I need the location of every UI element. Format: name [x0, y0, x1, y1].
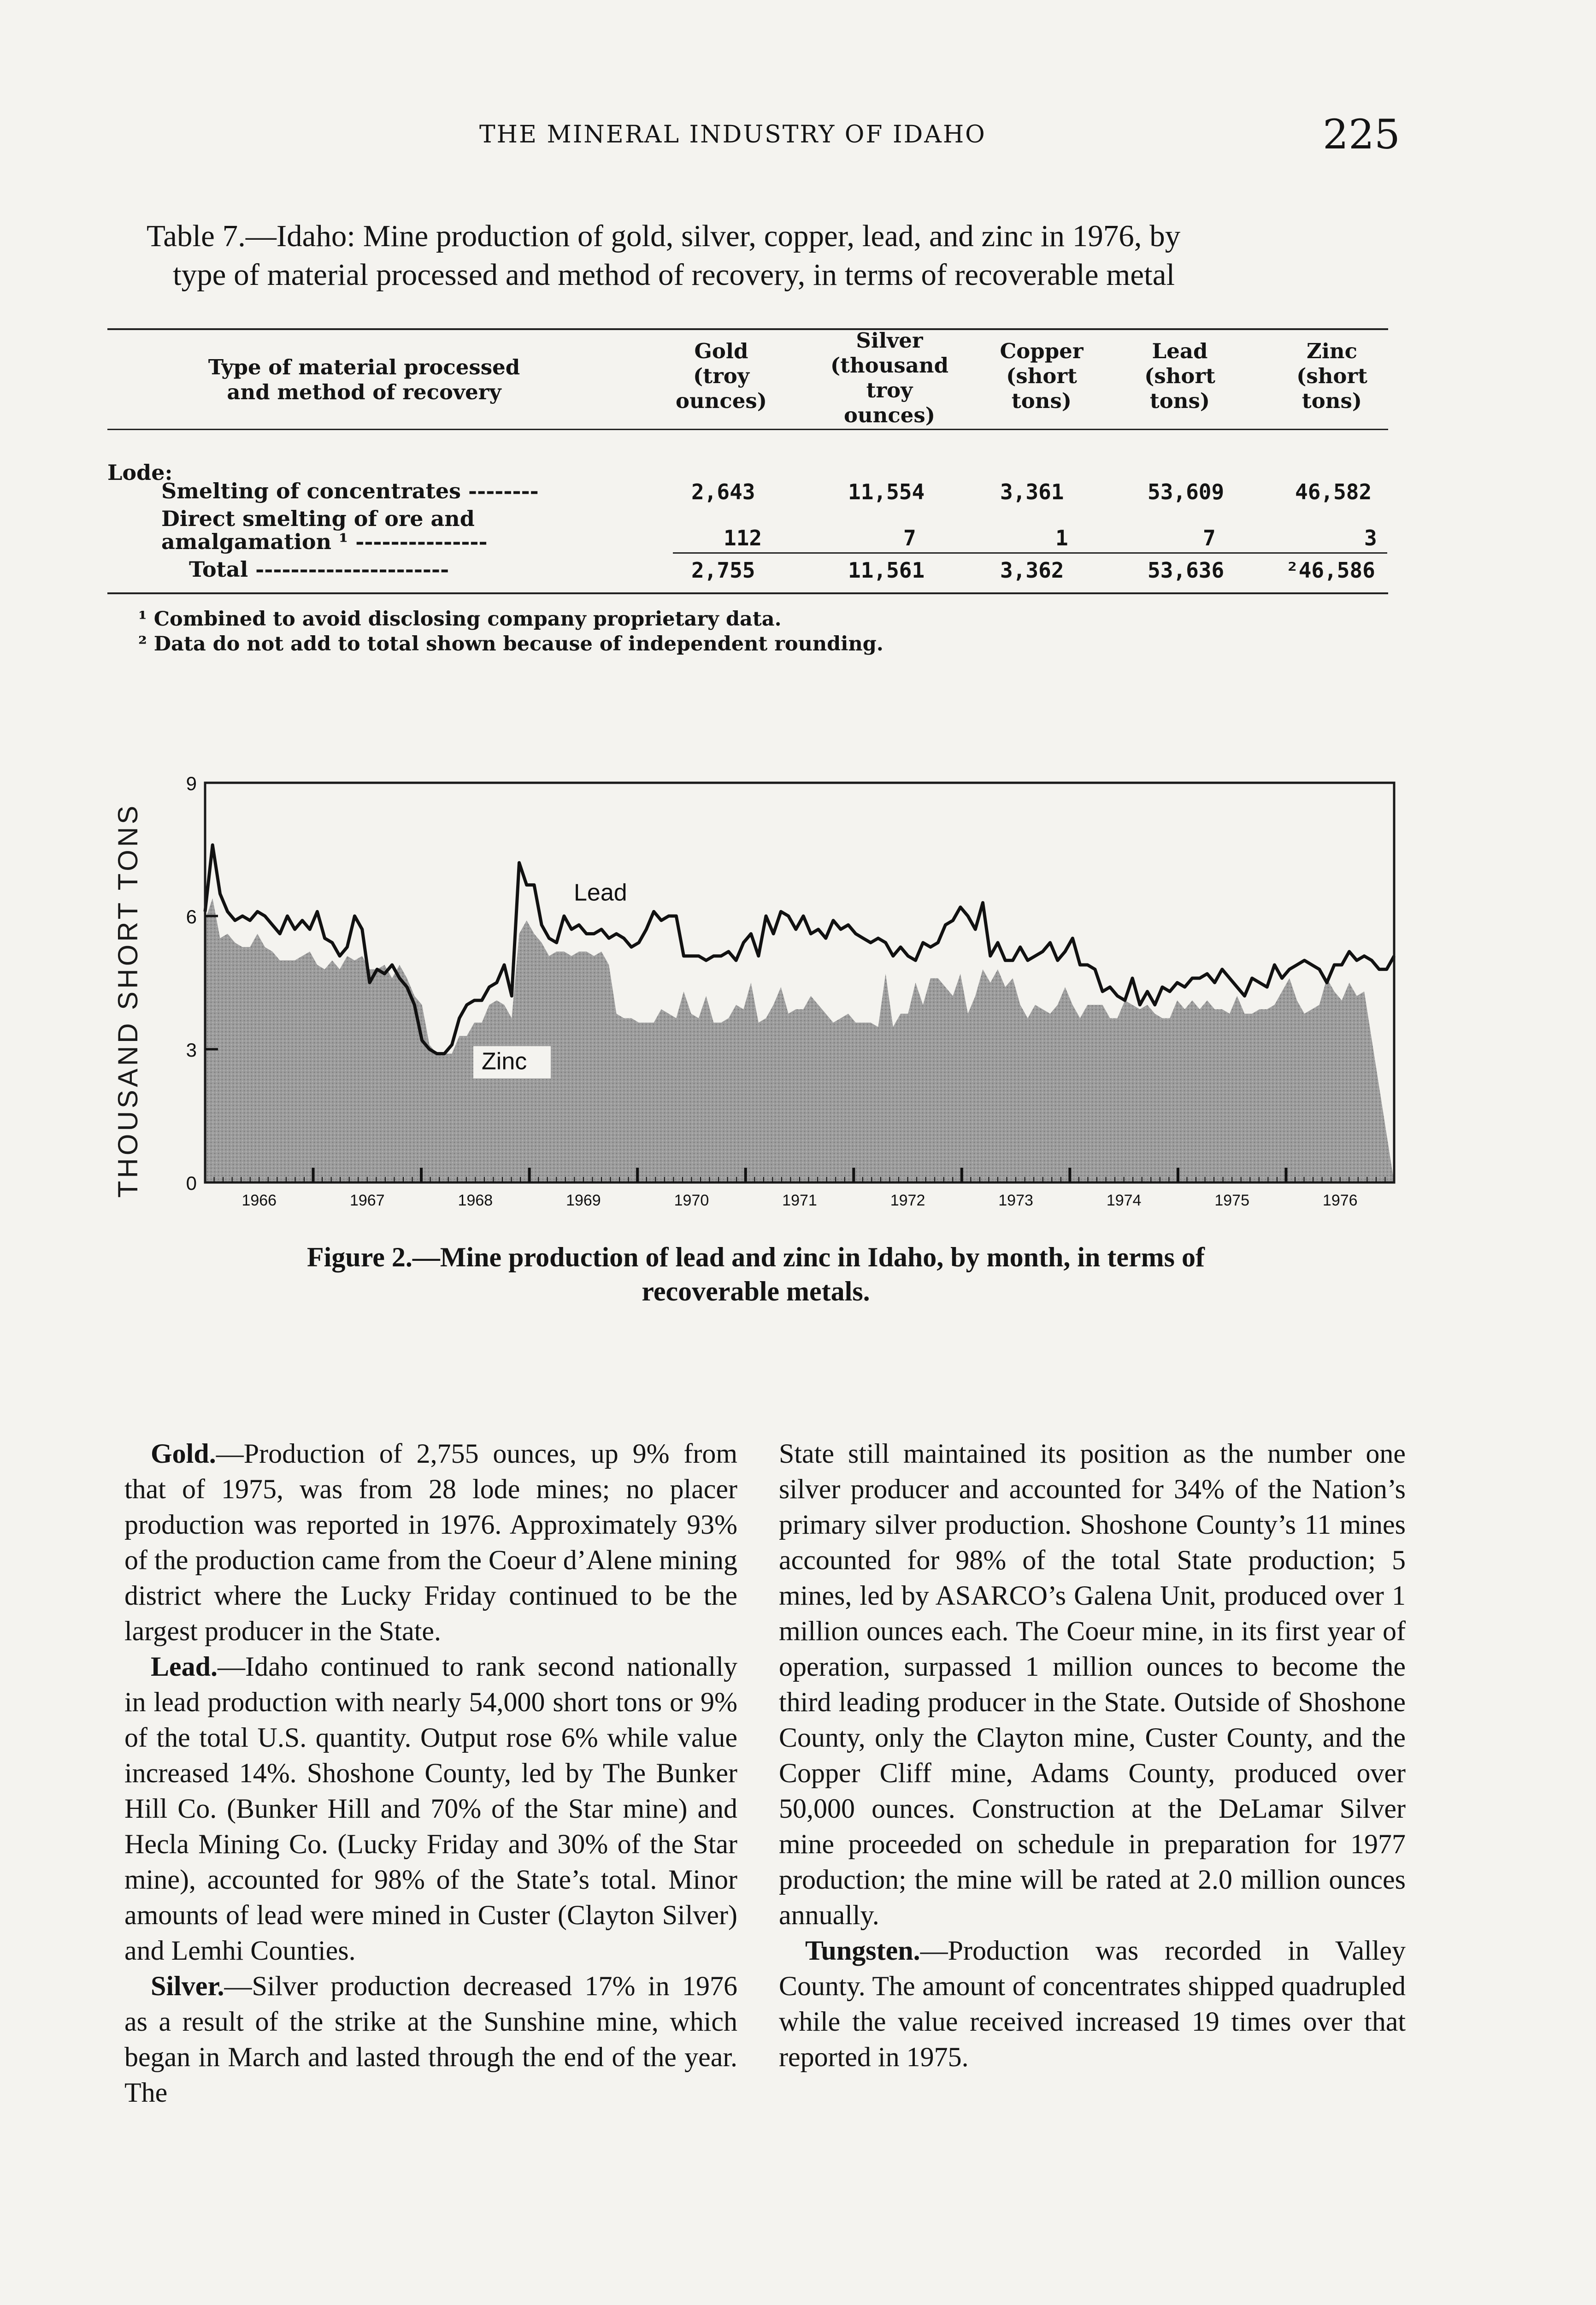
cell-direct-lead: 7	[1203, 526, 1216, 550]
cell-total-gold: 2,755	[691, 558, 755, 583]
cell-direct-gold: 112	[724, 526, 762, 550]
y-tick-label: 9	[186, 773, 197, 794]
cell-smelting-gold: 2,643	[691, 479, 755, 504]
header-lead: Lead (short tons)	[1144, 339, 1215, 413]
cell-smelting-zinc: 46,582	[1295, 479, 1372, 504]
header-material: Type of material processed and method of recovery	[208, 355, 520, 404]
paragraph-lead: Lead.—Idaho continued to rank second nationally in lead production with nearly 54,000 short tons or 9% of the total U.S. quantity. Output rose 6% while value increased 14%. Shoshone County, led by The Bunker Hill Co. (Bunker Hill and 70% of the Star mine) and Hecla Mining Co. (Lucky Friday and 30% of the Star mine), accounted for 98% of the State’s total. Minor amounts of lead were mined in Custer (Clayton Silver) and Lemhi Counties.	[124, 1651, 737, 1966]
x-tick-label: 1967	[349, 1192, 385, 1209]
row-label-smelting: Smelting of concentrates --------	[161, 479, 539, 503]
cell-total-silver: 11,561	[848, 558, 925, 583]
header-silver: Silver (thousand troy ounces)	[830, 328, 949, 427]
cell-total-copper: 3,362	[1000, 558, 1064, 583]
x-tick-label: 1966	[241, 1192, 277, 1209]
x-tick-label: 1970	[674, 1192, 709, 1209]
figure-caption-line2: recoverable metals.	[642, 1276, 870, 1306]
x-tick-label: 1973	[998, 1192, 1033, 1209]
figure-caption-line1: Figure 2.—Mine production of lead and zinc in Idaho, by month, in terms of	[307, 1242, 1205, 1272]
page-number: 225	[1323, 111, 1400, 158]
lead-zinc-chart	[92, 765, 1429, 1226]
heading-silver: Silver.	[151, 1971, 224, 2001]
y-tick-label: 0	[186, 1172, 197, 1194]
table-top-rule	[107, 328, 1388, 330]
header-copper: Copper (short tons)	[1000, 339, 1084, 413]
row-label-direct-2: amalgamation ¹ ---------------	[161, 529, 488, 554]
cell-total-lead: 53,636	[1148, 558, 1225, 583]
cell-smelting-lead: 53,609	[1148, 479, 1225, 504]
cell-total-zinc: ²46,586	[1286, 558, 1375, 583]
paragraph-gold: Gold.—Production of 2,755 ounces, up 9% from that of 1975, was from 28 lode mines; no placer production was reported in 1976. Approximately 93% of the production came from the Coeur d’Alene mining district where the Lucky Friday continued to be the largest producer in the State.	[124, 1438, 737, 1646]
footnote-2: ² Data do not add to total shown because of independent rounding.	[138, 632, 883, 656]
lead-annotation: Lead	[574, 879, 627, 906]
header-gold: Gold (troy ounces)	[675, 339, 767, 413]
body-column-left	[124, 1436, 737, 2110]
header-bottom-rule	[107, 429, 1388, 430]
paragraph-tungsten: Tungsten.—Production was recorded in Valley County. The amount of concentrates shipped quadrupled while the value received increased 19 times over that reported in 1975.	[779, 1935, 1406, 2072]
total-rule	[673, 552, 1387, 554]
x-tick-label: 1974	[1106, 1192, 1142, 1209]
row-label-direct-1: Direct smelting of ore and	[161, 506, 475, 531]
x-tick-label: 1975	[1214, 1192, 1250, 1209]
x-tick-label: 1969	[566, 1192, 601, 1209]
y-axis-label: THOUSAND SHORT TONS	[112, 803, 143, 1198]
running-header: THE MINERAL INDUSTRY OF IDAHO	[479, 121, 986, 148]
zinc-series-area	[205, 898, 1394, 1183]
cell-direct-copper: 1	[1055, 526, 1068, 550]
x-tick-label: 1976	[1322, 1192, 1358, 1209]
footnote-1: ¹ Combined to avoid disclosing company proprietary data.	[138, 608, 782, 631]
table-bottom-rule	[107, 592, 1388, 594]
cell-smelting-silver: 11,554	[848, 479, 925, 504]
cell-direct-zinc: 3	[1364, 526, 1377, 550]
y-tick-label: 3	[186, 1039, 197, 1061]
table-caption	[147, 217, 1437, 294]
heading-tungsten: Tungsten.	[805, 1935, 920, 1966]
row-label-total: Total ----------------------	[189, 557, 449, 582]
zinc-annotation: Zinc	[482, 1048, 527, 1075]
body-column-right	[779, 1436, 1406, 2075]
x-tick-label: 1971	[782, 1192, 817, 1209]
x-tick-label: 1972	[890, 1192, 925, 1209]
table-caption-line1: Table 7.—Idaho: Mine production of gold, silver, copper, lead, and zinc in 1976, by	[147, 219, 1181, 253]
header-zinc: Zinc (short tons)	[1296, 339, 1367, 413]
table-caption-line2: type of material processed and method of recovery, in terms of recoverable metal	[173, 258, 1175, 292]
group-label-lode: Lode:	[107, 460, 173, 485]
paragraph-silver-cont: State still maintained its position as the number one silver producer and accounted for 34% of the Nation’s primary silver production. Shoshone County’s 11 mines accounted for 98% of the total State production; 5 mines, led by ASARCO’s Galena Unit, produced over 1 million ounces each. The Coeur mine, in its first year of operation, surpassed 1 million ounces to become the third leading producer in the State. Outside of Shoshone County, only the Clayton mine, Custer County, and the Copper Cliff mine, Adams County, produced over 50,000 ounces. Construction at the DeLamar Silver mine proceeded on schedule in preparation for 1977 production; the mine will be rated at 2.0 million ounces annually.	[779, 1438, 1406, 1930]
x-tick-label: 1968	[458, 1192, 493, 1209]
figure-caption	[212, 1240, 1300, 1308]
paragraph-silver: Silver.—Silver production decreased 17% in 1976 as a result of the strike at the Sunshine mine, which began in March and lasted through the end of the year. The	[124, 1971, 737, 2108]
cell-direct-silver: 7	[903, 526, 916, 550]
cell-smelting-copper: 3,361	[1000, 479, 1064, 504]
heading-lead: Lead.	[151, 1651, 218, 1682]
heading-gold: Gold.	[151, 1438, 216, 1469]
y-tick-label: 6	[186, 906, 197, 928]
